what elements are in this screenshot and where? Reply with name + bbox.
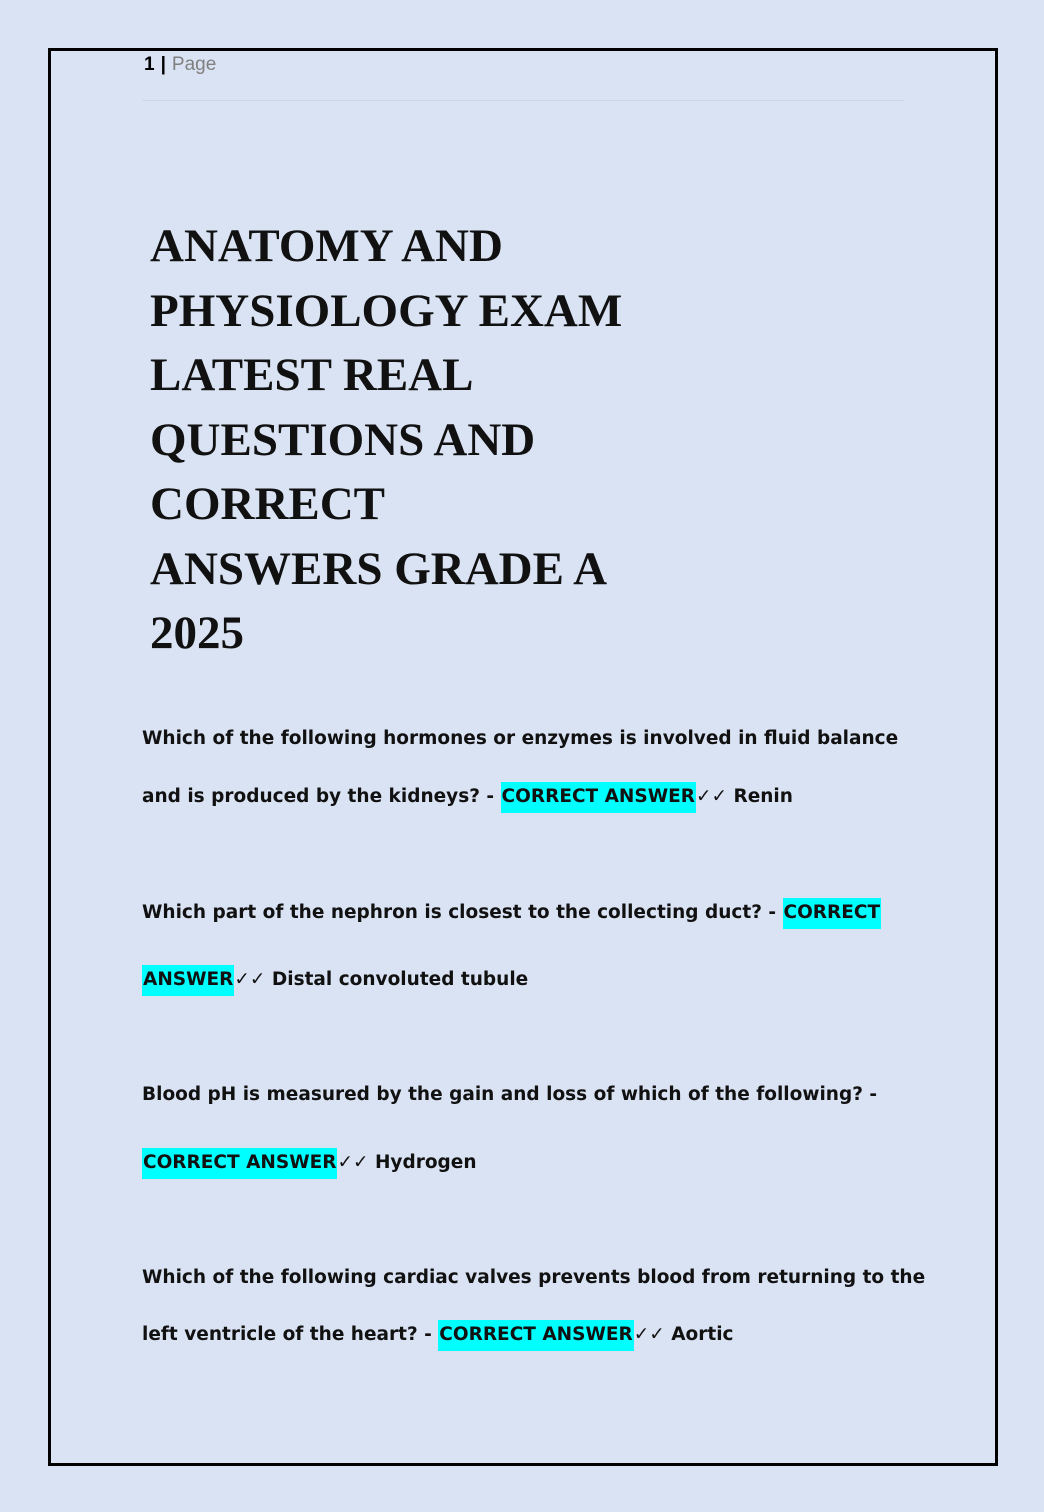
correct-answer-label: CORRECT ANSWER — [501, 782, 696, 813]
page-number: 1 — [144, 54, 155, 75]
header-divider — [142, 100, 904, 101]
question-text: Which part of the nephron is closest to the collecting duct? - — [142, 902, 783, 923]
check-marks: ✓✓ — [633, 1324, 665, 1345]
answer-text: Distal convoluted tubule — [265, 969, 529, 990]
answer-text: Aortic — [664, 1324, 734, 1345]
correct-answer-label: ANSWER — [142, 965, 234, 996]
title-line: ANATOMY AND — [150, 220, 503, 272]
correct-answer-label: CORRECT — [783, 898, 882, 929]
check-marks: ✓✓ — [696, 786, 728, 807]
document-title — [150, 214, 670, 666]
title-line: PHYSIOLOGY EXAM — [150, 284, 623, 337]
correct-answer-label: CORRECT ANSWER — [438, 1320, 633, 1351]
check-marks: ✓✓ — [337, 1152, 369, 1173]
title-line: QUESTIONS AND — [150, 413, 536, 466]
answer-line — [142, 969, 528, 990]
page-label: Page — [171, 54, 217, 75]
title-line: CORRECT — [150, 478, 386, 530]
question-text: Which of the following cardiac valves prevents blood from returning to the — [142, 1267, 926, 1288]
title-line: ANSWERS GRADE A — [150, 542, 608, 595]
correct-answer-label: CORRECT ANSWER — [142, 1148, 337, 1179]
question-text: and is produced by the kidneys? - — [142, 786, 501, 807]
check-marks: ✓✓ — [234, 969, 266, 990]
question-text: left ventricle of the heart? - — [142, 1324, 439, 1345]
page-separator: | — [160, 54, 166, 75]
question-text: Which of the following hormones or enzymes is involved in fluid balance — [142, 728, 899, 749]
answer-text: Hydrogen — [368, 1152, 477, 1173]
question-answer-line — [142, 1324, 734, 1345]
question-line — [142, 902, 881, 923]
question-answer-line — [142, 786, 793, 807]
question-text: Blood pH is measured by the gain and loss of which of the following? - — [142, 1084, 878, 1105]
answer-text: Renin — [727, 786, 793, 807]
title-line: LATEST REAL — [150, 349, 474, 401]
title-line: 2025 — [150, 607, 244, 659]
answer-line — [142, 1152, 477, 1173]
page-header — [144, 54, 216, 76]
